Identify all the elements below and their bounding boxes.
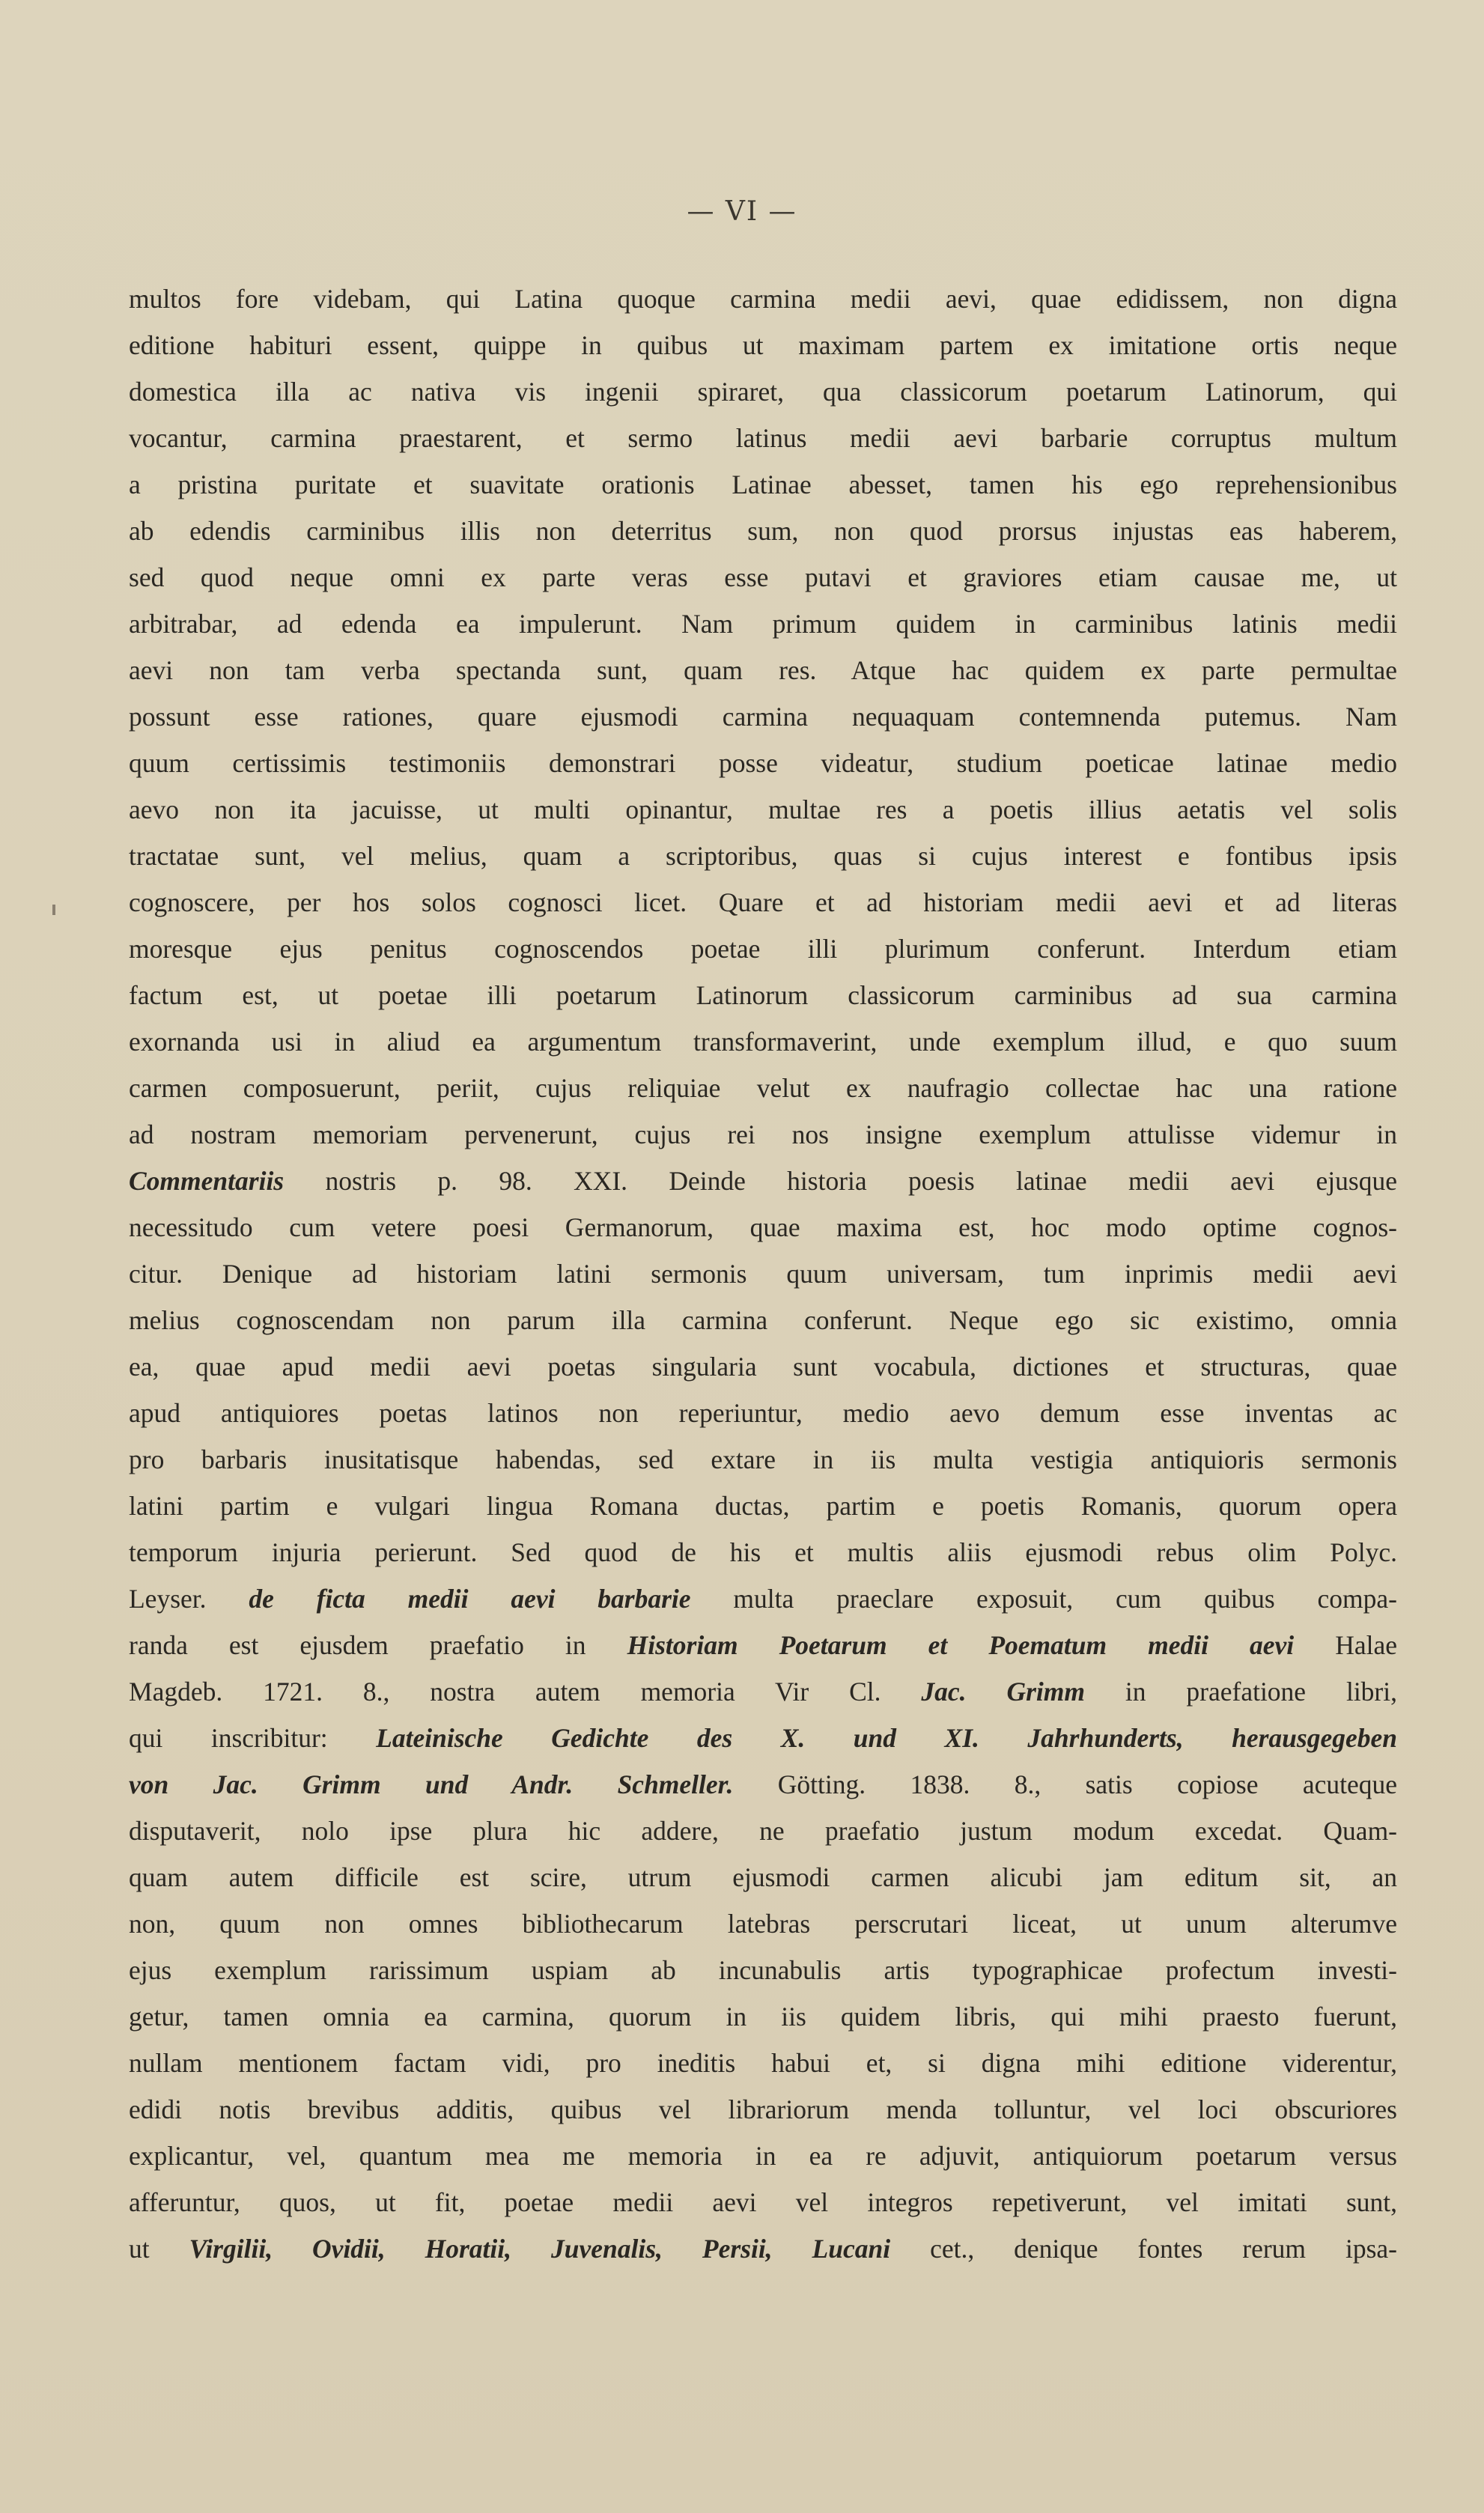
italic-citation: Commentariis bbox=[129, 1166, 285, 1196]
text-line: cognoscere, per hos solos cognosci licet. Quare et ad historiam medii aevi et ad literas bbox=[129, 887, 1397, 917]
text-line bbox=[129, 2225, 1397, 2272]
text-line: disputaverit, nolo ipse plura hic addere, ne praefatio justum modum excedat. Quam- bbox=[129, 1816, 1397, 1846]
text-line: sed quod neque omni ex parte veras esse putavi et graviores etiam causae me, ut bbox=[129, 562, 1397, 592]
text-line: editione habituri essent, quippe in quibus ut maximam partem ex imitatione ortis neque bbox=[129, 330, 1397, 360]
text-line bbox=[129, 1622, 1397, 1668]
text-run: Halae bbox=[1294, 1630, 1397, 1660]
text-line: domestica illa ac nativa vis ingenii spiraret, qua classicorum poetarum Latinorum, qui bbox=[129, 377, 1397, 407]
text-line: quum certissimis testimoniis demonstrari posse videatur, studium poeticae latinae medio bbox=[129, 748, 1397, 778]
italic-citation: de ficta medii aevi barbarie bbox=[249, 1584, 691, 1614]
text-line bbox=[129, 1575, 1397, 1622]
text-line: aevo non ita jacuisse, ut multi opinantur, multae res a poetis illius aetatis vel solis bbox=[129, 794, 1397, 824]
text-run: Leyser. bbox=[129, 1584, 249, 1614]
body-text bbox=[129, 276, 1397, 2272]
text-line: necessitudo cum vetere poesi Germanorum, quae maxima est, hoc modo optime cognos- bbox=[129, 1212, 1397, 1242]
text-line: factum est, ut poetae illi poetarum Latinorum classicorum carminibus ad sua carmina bbox=[129, 980, 1397, 1010]
text-line: moresque ejus penitus cognoscendos poetae illi plurimum conferunt. Interdum etiam bbox=[129, 934, 1397, 964]
text-line: vocantur, carmina praestarent, et sermo latinus medii aevi barbarie corruptus multum bbox=[129, 423, 1397, 453]
text-run: Magdeb. 1721. 8., nostra autem memoria Vir Cl. bbox=[129, 1677, 922, 1707]
text-line: citur. Denique ad historiam latini sermonis quum universam, tum inprimis medii aevi bbox=[129, 1259, 1397, 1289]
text-line bbox=[129, 1158, 1397, 1204]
text-line: carmen composuerunt, periit, cujus reliquiae velut ex naufragio collectae hac una ratione bbox=[129, 1073, 1397, 1103]
text-line: ab edendis carminibus illis non deterritus sum, non quod prorsus injustas eas haberem, bbox=[129, 516, 1397, 546]
text-line: pro barbaris inusitatisque habendas, sed extare in iis multa vestigia antiquioris sermonis bbox=[129, 1444, 1397, 1474]
text-line: edidi notis brevibus additis, quibus vel librariorum menda tolluntur, vel loci obscuriores bbox=[129, 2094, 1397, 2124]
text-run: qui inscribitur: bbox=[129, 1723, 377, 1753]
text-line: explicantur, vel, quantum mea me memoria in ea re adjuvit, antiquiorum poetarum versus bbox=[129, 2141, 1397, 2171]
text-run: ut bbox=[129, 2234, 189, 2264]
text-run: cet., denique fontes rerum ipsa- bbox=[890, 2234, 1397, 2264]
text-line: afferuntur, quos, ut fit, poetae medii aevi vel integros repetiverunt, vel imitati sunt, bbox=[129, 2187, 1397, 2217]
text-line: possunt esse rationes, quare ejusmodi carmina nequaquam contemnenda putemus. Nam bbox=[129, 702, 1397, 732]
text-line: arbitrabar, ad edenda ea impulerunt. Nam primum quidem in carminibus latinis medii bbox=[129, 609, 1397, 639]
text-line: a pristina puritate et suavitate orationis Latinae abesset, tamen his ego reprehensionibus bbox=[129, 470, 1397, 499]
italic-citation: Virgilii, Ovidii, Horatii, Juvenalis, Persii, Lucani bbox=[189, 2234, 891, 2264]
margin-mark bbox=[52, 905, 55, 915]
text-line: ejus exemplum rarissimum uspiam ab incunabulis artis typographicae profectum investi- bbox=[129, 1955, 1397, 1985]
text-line: latini partim e vulgari lingua Romana ductas, partim e poetis Romanis, quorum opera bbox=[129, 1491, 1397, 1521]
italic-citation: Jac. Grimm bbox=[921, 1677, 1085, 1707]
text-line: ea, quae apud medii aevi poetas singularia sunt vocabula, dictiones et structuras, quae bbox=[129, 1352, 1397, 1382]
italic-citation: Lateinische Gedichte des X. und XI. Jahrhunderts, herausgegeben bbox=[376, 1723, 1397, 1753]
text-line bbox=[129, 1715, 1397, 1761]
text-line: ad nostram memoriam pervenerunt, cujus rei nos insigne exemplum attulisse videmur in bbox=[129, 1119, 1397, 1149]
text-line: nullam mentionem factam vidi, pro ineditis habui et, si digna mihi editione viderentur, bbox=[129, 2048, 1397, 2078]
text-run: nostris p. 98. XXI. Deinde historia poesis latinae medii aevi ejusque bbox=[284, 1166, 1397, 1196]
text-line bbox=[129, 1761, 1397, 1808]
text-line: getur, tamen omnia ea carmina, quorum in iis quidem libris, qui mihi praesto fuerunt, bbox=[129, 2002, 1397, 2032]
italic-citation: von Jac. Grimm und Andr. Schmeller. bbox=[129, 1769, 734, 1799]
text-line: tractatae sunt, vel melius, quam a scriptoribus, quas si cujus interest e fontibus ipsis bbox=[129, 841, 1397, 871]
text-run: randa est ejusdem praefatio in bbox=[129, 1630, 627, 1660]
text-line: temporum injuria perierunt. Sed quod de his et multis aliis ejusmodi rebus olim Polyc. bbox=[129, 1537, 1397, 1567]
text-line: apud antiquiores poetas latinos non reperiuntur, medio aevo demum esse inventas ac bbox=[129, 1398, 1397, 1428]
text-line: aevi non tam verba spectanda sunt, quam res. Atque hac quidem ex parte permultae bbox=[129, 655, 1397, 685]
text-line: quam autem difficile est scire, utrum ejusmodi carmen alicubi jam editum sit, an bbox=[129, 1862, 1397, 1892]
text-run: multa praeclare exposuit, cum quibus compa- bbox=[690, 1584, 1397, 1614]
text-line: multos fore videbam, qui Latina quoque carmina medii aevi, quae edidissem, non digna bbox=[129, 284, 1397, 314]
text-line bbox=[129, 1668, 1397, 1715]
page-number: — VI — bbox=[687, 196, 797, 227]
text-run: Götting. 1838. 8., satis copiose acuteque bbox=[733, 1769, 1397, 1799]
italic-citation: Historiam Poetarum et Poematum medii aevi bbox=[627, 1630, 1295, 1660]
text-line: melius cognoscendam non parum illa carmina conferunt. Neque ego sic existimo, omnia bbox=[129, 1305, 1397, 1335]
text-line: exornanda usi in aliud ea argumentum transformaverint, unde exemplum illud, e quo suum bbox=[129, 1027, 1397, 1057]
text-line: non, quum non omnes bibliothecarum latebras perscrutari liceat, ut unum alterumve bbox=[129, 1909, 1397, 1939]
text-run: in praefatione libri, bbox=[1085, 1677, 1397, 1707]
